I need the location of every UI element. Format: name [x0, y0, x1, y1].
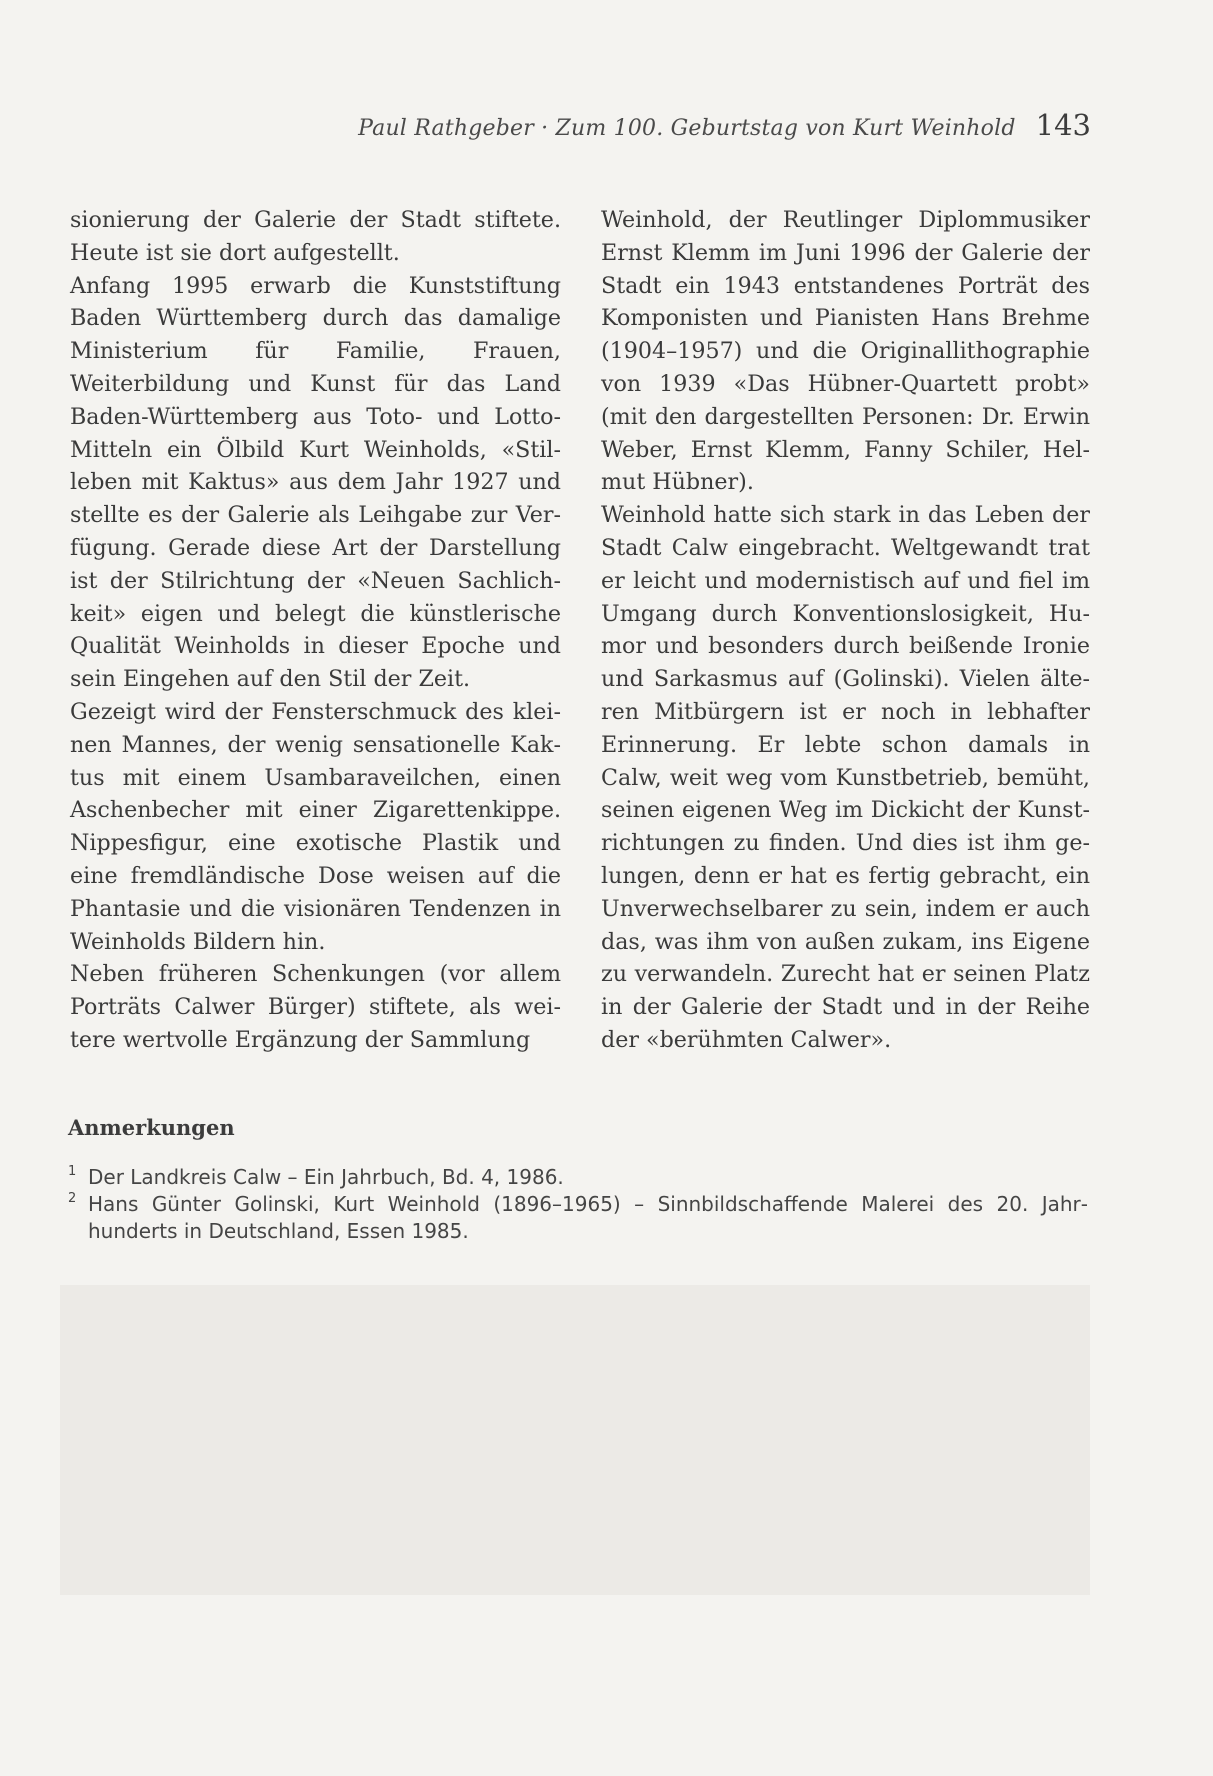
paragraph: Neben früheren Schenkungen (vor allem Porträts Calwer Bürger) stiftete, als weitere wertvolle Ergänzung der Sammlung [70, 961, 561, 1053]
footnote [68, 1191, 1088, 1245]
running-title: Paul Rathgeber · Zum 100. Geburtstag von Kurt Weinhold [358, 116, 1016, 141]
paragraph: sionierung der Galerie der Stadt stiftete. Heute ist sie dort aufgestellt. [70, 207, 561, 266]
left-column [70, 204, 561, 1057]
paragraph: Weinhold hatte sich stark in das Leben der Stadt Calw eingebracht. Weltgewandt trat er leicht und modernistisch auf und fiel im Umgang durch Konventionslosigkeit, Humor und besonders durch beißende Ironie und Sarkasmus auf (Golinski). Vielen älteren Mitbürgern ist er noch in lebhafter Erinnerung. Er lebte schon damals in Calw, weit weg vom Kunstbetrieb, bemüht, seinen eigenen Weg im Dickicht der Kunstrichtungen zu finden. Und dies ist ihm gelungen, denn er hat es fertig gebracht, ein Unverwechselbarer zu sein, indem er auch das, was ihm von außen zukam, ins Eigene zu verwandeln. Zurecht hat er seinen Platz in der Galerie der Stadt und in der Reihe der «berühmten Calwer». [601, 502, 1090, 1053]
running-header [358, 108, 1091, 142]
footnotes-heading: Anmerkungen [68, 1115, 235, 1140]
footnote-text: Hans Günter Golinski, Kurt Weinhold (1896–1965) – Sinnbildschaffende Malerei des 20. Jahrhunderts in Deutschland, Essen 1985. [88, 1192, 1088, 1243]
paragraph: Anfang 1995 erwarb die Kunststiftung Baden Württemberg durch das damalige Ministerium für Familie, Frauen, Weiterbildung und Kunst für das Land Baden-Württemberg aus Toto- und Lotto-Mitteln ein Ölbild Kurt Weinholds, «Stilleben mit Kaktus» aus dem Jahr 1927 und stellte es der Galerie als Leihgabe zur Verfügung. Gerade diese Art der Darstellung ist der Stilrichtung der «Neuen Sachlichkeit» eigen und belegt die künstlerische Qualität Weinholds in dieser Epoche und sein Eingehen auf den Stil der Zeit. [70, 272, 561, 693]
footnote-number: 2 [68, 1191, 77, 1206]
page-show-through [60, 1285, 1090, 1595]
right-column [601, 204, 1090, 1057]
page-number: 143 [1035, 108, 1091, 142]
footnote-text: Der Landkreis Calw – Ein Jahrbuch, Bd. 4, 1986. [88, 1165, 564, 1189]
paragraph: Gezeigt wird der Fensterschmuck des kleinen Mannes, der wenig sensationelle Kaktus mit einem Usambaraveilchen, einen Aschenbecher mit einer Zigarettenkippe. Nippesfigur, eine exotische Plastik und eine fremdländische Dose weisen auf die Phantasie und die visionären Tendenzen in Weinholds Bildern hin. [70, 698, 561, 955]
paragraph: Weinhold, der Reutlinger Diplommusiker Ernst Klemm im Juni 1996 der Galerie der Stadt ein 1943 entstandenes Porträt des Komponisten und Pianisten Hans Brehme (1904–1957) und die Originallithographie von 1939 «Das Hübner-Quartett probt» (mit den dargestellten Personen: Dr. Erwin Weber, Ernst Klemm, Fanny Schiler, Helmut Hübner). [601, 207, 1090, 496]
footnote-number: 1 [68, 1164, 77, 1179]
footnotes-section [68, 1115, 1088, 1245]
footnote [68, 1164, 1088, 1191]
